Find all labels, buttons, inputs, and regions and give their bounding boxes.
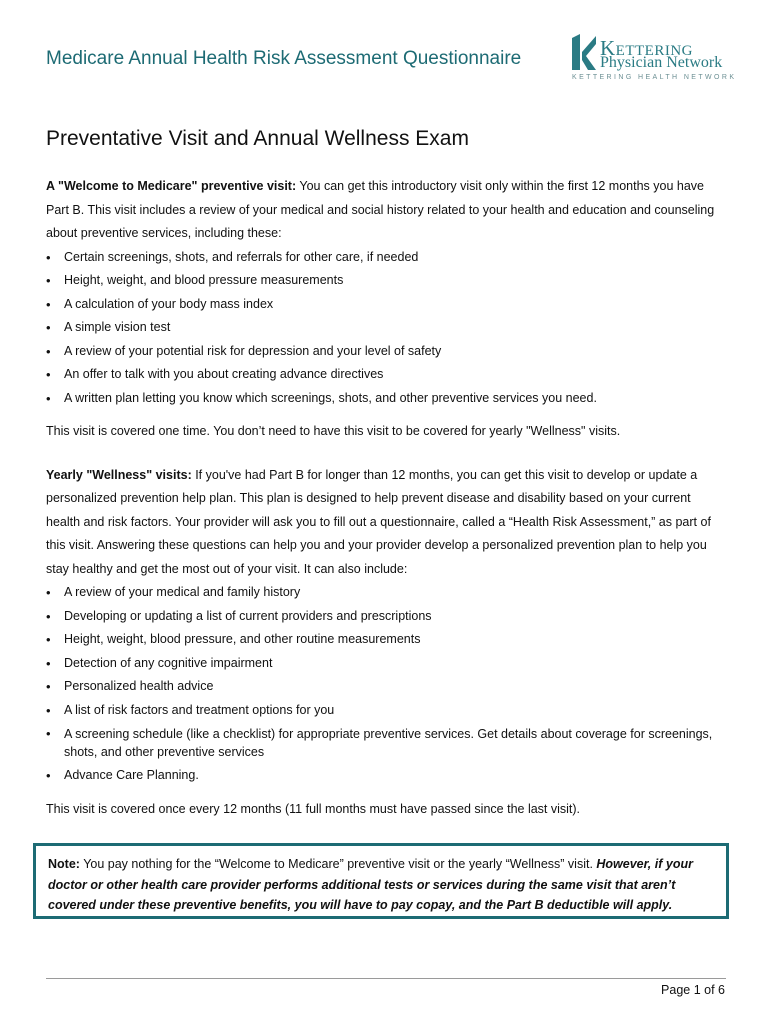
welcome-lead-bold: A "Welcome to Medicare" preventive visit: — [46, 179, 297, 193]
logo-subtitle: Physician Network — [600, 54, 723, 71]
document-body — [46, 175, 726, 821]
yearly-intro — [46, 464, 726, 582]
welcome-intro — [46, 175, 726, 246]
welcome-bullet-list — [46, 246, 726, 411]
kettering-logo — [570, 34, 740, 84]
list-item: • Personalized health advice — [46, 675, 726, 699]
yearly-coverage: This visit is covered once every 12 months (11 full months must have passed since the last visit). — [46, 801, 581, 816]
note-emphasis: However, if your doctor or other health care provider performs additional tests or services during the same visit that aren’t covered under these preventive benefits, you will have to pay copay, and the Part B deductible will apply. — [48, 857, 693, 912]
list-item: • An offer to talk with you about creating advance directives — [46, 363, 726, 387]
page-number: Page 1 of 6 — [661, 983, 725, 997]
list-item: • A list of risk factors and treatment options for you — [46, 699, 726, 723]
page-title: Preventative Visit and Annual Wellness Exam — [46, 127, 469, 150]
list-item: • Detection of any cognitive impairment — [46, 652, 726, 676]
list-item: • Certain screenings, shots, and referrals for other care, if needed — [46, 246, 726, 270]
yearly-lead-text: If you've had Part B for longer than 12 months, you can get this visit to develop or update a personalized prevention help plan. This plan is designed to help prevent disease and disability based on your current health and risk factors. Your provider will ask you to fill out a questionnaire, called a “Health Risk Assessment,” as part of this visit. Answering these questions can help you and your provider develop a personalized prevention plan to help you stay healthy and get the most out of your visit. It can also include: — [46, 467, 711, 576]
note-text — [48, 854, 714, 916]
document-header-title: Medicare Annual Health Risk Assessment Questionnaire — [46, 48, 522, 69]
list-item: • A simple vision test — [46, 316, 726, 340]
list-item: • Advance Care Planning. — [46, 764, 726, 788]
list-item: • A screening schedule (like a checklist) for appropriate preventive services. Get details about coverage for screenings, shots, and other preventive services — [46, 722, 726, 764]
kettering-logo-mark-icon — [570, 34, 598, 72]
list-item: • A written plan letting you know which screenings, shots, and other preventive services you need. — [46, 387, 726, 411]
yearly-bullet-list — [46, 581, 726, 788]
list-item: • Height, weight, blood pressure, and other routine measurements — [46, 628, 726, 652]
welcome-coverage: This visit is covered one time. You don’t need to have this visit to be covered for yearly "Wellness" visits. — [46, 424, 621, 438]
yearly-lead-bold: Yearly "Wellness" visits: — [46, 467, 192, 482]
logo-name: Kettering — [600, 36, 693, 60]
list-item: • Developing or updating a list of current providers and prescriptions — [46, 605, 726, 629]
note-box — [33, 843, 729, 919]
welcome-lead-text: You can get this introductory visit only within the first 12 months you have Part B. This visit includes a review of your medical and social history related to your health and education and counseling about preventive services, including these: — [46, 179, 715, 240]
list-item: • A calculation of your body mass index — [46, 293, 726, 317]
list-item: • A review of your potential risk for depression and your level of safety — [46, 340, 726, 364]
logo-tagline: KETTERING HEALTH NETWORK — [572, 74, 737, 81]
note-body: You pay nothing for the “Welcome to Medicare” preventive visit or the yearly “Wellness” visit. — [79, 857, 597, 871]
list-item: • A review of your medical and family history — [46, 581, 726, 605]
footer-divider — [46, 978, 726, 979]
list-item: • Height, weight, and blood pressure measurements — [46, 269, 726, 293]
note-label: Note: — [48, 857, 80, 871]
